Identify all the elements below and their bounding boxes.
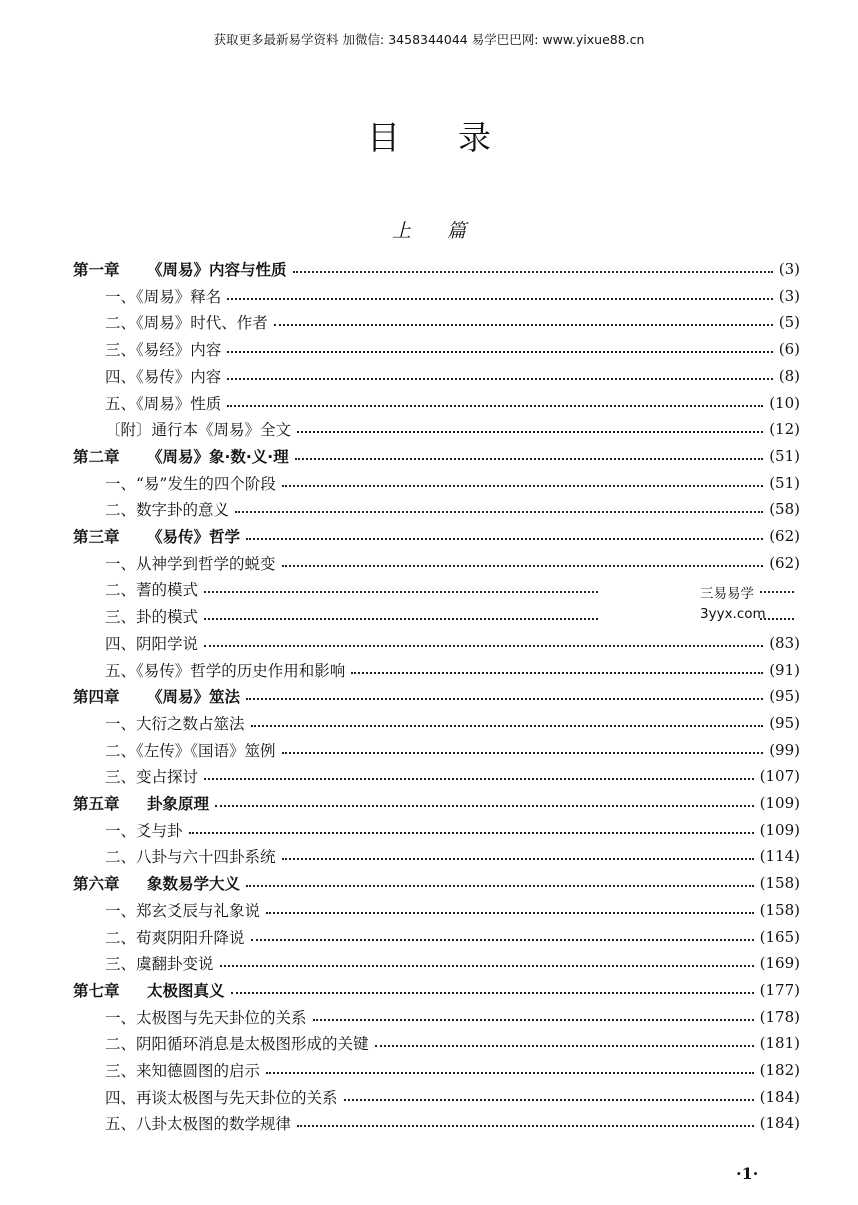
toc-entry-label bbox=[105, 311, 268, 333]
toc-section-row[interactable] bbox=[105, 844, 800, 868]
toc-entry-label bbox=[105, 1059, 260, 1081]
dot-leader bbox=[282, 752, 764, 754]
part-heading: 上篇 bbox=[391, 220, 502, 242]
toc-page-number: (51) bbox=[769, 446, 800, 465]
dot-leader bbox=[297, 431, 763, 433]
toc-entry-label bbox=[105, 819, 183, 841]
toc-page-number: (109) bbox=[759, 820, 800, 839]
toc-section-row[interactable] bbox=[105, 337, 800, 361]
dot-leader bbox=[375, 1045, 754, 1047]
toc-section-row[interactable] bbox=[105, 310, 800, 334]
dot-leader bbox=[246, 698, 763, 700]
toc-page-number: (62) bbox=[769, 527, 800, 545]
toc-page-number: (178) bbox=[759, 1007, 800, 1026]
toc-entry-title: 二、八卦与六十四卦系统 bbox=[105, 848, 276, 867]
toc-section-row[interactable] bbox=[105, 1111, 800, 1135]
toc-section-row[interactable] bbox=[105, 711, 800, 735]
toc-page-number: (158) bbox=[759, 900, 800, 919]
dot-leader bbox=[293, 271, 773, 273]
toc-section-row[interactable] bbox=[105, 471, 800, 495]
toc-section-row[interactable] bbox=[105, 1005, 800, 1029]
toc-section-row[interactable] bbox=[105, 764, 800, 788]
toc-page-number: (95) bbox=[769, 713, 800, 732]
dot-leader bbox=[274, 324, 773, 326]
toc-page-number: (6) bbox=[778, 340, 800, 359]
toc-page-number: (107) bbox=[759, 767, 800, 786]
toc-section-row[interactable] bbox=[105, 818, 800, 842]
chapter-number: 第一章 bbox=[73, 261, 120, 279]
toc-chapter-row[interactable] bbox=[73, 444, 800, 468]
toc-section-row[interactable] bbox=[105, 1085, 800, 1109]
toc-section-row[interactable] bbox=[105, 364, 800, 388]
toc-entry-label bbox=[105, 605, 198, 627]
toc-page-number: (158) bbox=[759, 874, 800, 893]
dot-leader bbox=[231, 992, 754, 994]
dot-leader bbox=[282, 858, 754, 860]
chapter-number: 第五章 bbox=[73, 795, 120, 813]
toc-entry-title: 五、《易传》哲学的历史作用和影响 bbox=[105, 661, 346, 680]
toc-entry-title: 四、阴阳学说 bbox=[105, 634, 199, 653]
toc-page-number: (165) bbox=[759, 927, 800, 946]
toc-entry-title: 一、爻与卦 bbox=[105, 821, 183, 840]
toc-chapter-row[interactable] bbox=[73, 257, 800, 281]
toc-entry-label bbox=[105, 392, 221, 414]
toc-entry-label bbox=[73, 979, 225, 1001]
dot-leader bbox=[227, 378, 772, 380]
toc-entry-label bbox=[73, 525, 240, 547]
toc-section-row[interactable] bbox=[105, 951, 800, 975]
toc-entry-title: 一、郑玄爻辰与礼象说 bbox=[105, 901, 261, 920]
chapter-number: 第四章 bbox=[73, 688, 120, 707]
toc-entry-title: 一、从神学到哲学的蜕变 bbox=[105, 554, 276, 573]
toc-entry-label bbox=[73, 872, 240, 894]
toc-entry-label bbox=[105, 1086, 338, 1108]
toc-entry-label bbox=[105, 552, 276, 574]
toc-section-row[interactable] bbox=[105, 738, 800, 762]
toc-page-number: (3) bbox=[778, 260, 800, 278]
toc-entry-label bbox=[105, 739, 276, 761]
toc-entry-title: 四、再谈太极图与先天卦位的关系 bbox=[105, 1088, 338, 1107]
toc-entry-title: 一、大衍之数占筮法 bbox=[105, 714, 245, 733]
toc-section-row[interactable] bbox=[105, 1031, 800, 1055]
toc-section-row[interactable] bbox=[105, 391, 800, 415]
toc-chapter-row[interactable] bbox=[73, 524, 800, 548]
toc-entry-title: 三、虞翻卦变说 bbox=[105, 955, 214, 974]
dot-leader bbox=[251, 725, 764, 727]
toc-chapter-row[interactable] bbox=[73, 684, 800, 708]
toc-entry-label bbox=[105, 899, 260, 921]
toc-section-row[interactable] bbox=[105, 284, 800, 308]
toc-page-number: (91) bbox=[769, 660, 800, 679]
toc-page-number: (109) bbox=[759, 794, 800, 812]
toc-chapter-row[interactable] bbox=[73, 978, 800, 1002]
toc-entry-title: 《易传》哲学 bbox=[147, 528, 241, 546]
dot-leader bbox=[282, 485, 763, 487]
dot-leader bbox=[344, 1099, 754, 1101]
toc-entry-label bbox=[105, 1032, 369, 1054]
watermark-text: 三易易学 bbox=[700, 586, 754, 602]
watermark-url: 3yyx.com bbox=[700, 606, 766, 622]
dot-leader bbox=[295, 458, 764, 460]
toc-entry-label bbox=[73, 792, 209, 814]
toc-entry-title: 二、阴阳循环消息是太极图形成的关键 bbox=[105, 1035, 369, 1054]
dot-leader bbox=[204, 645, 763, 647]
dot-leader bbox=[220, 965, 754, 967]
toc-page-number: (114) bbox=[759, 847, 800, 866]
page-title: 目录 bbox=[367, 118, 549, 157]
dot-leader bbox=[227, 351, 772, 353]
toc-entry-label bbox=[105, 472, 276, 494]
toc-section-row[interactable] bbox=[105, 497, 800, 521]
toc-entry-label bbox=[105, 338, 221, 360]
toc-page-number: (184) bbox=[759, 1114, 800, 1133]
toc-entry-label bbox=[105, 712, 245, 734]
toc-entry-label bbox=[73, 258, 287, 280]
chapter-number: 第七章 bbox=[73, 981, 120, 1000]
toc-entry-title: 象数易学大义 bbox=[147, 875, 241, 894]
toc-entry-label bbox=[105, 845, 276, 867]
toc-entry-title: 三、变占探讨 bbox=[105, 768, 199, 787]
toc-entry-title: 《周易》筮法 bbox=[147, 688, 241, 707]
toc-entry-title: 三、来知德圆图的启示 bbox=[105, 1062, 261, 1080]
toc-chapter-row[interactable] bbox=[73, 791, 800, 815]
toc-page-number: (83) bbox=[769, 633, 800, 652]
chapter-number: 第六章 bbox=[73, 875, 120, 894]
toc-entry-label bbox=[105, 659, 345, 681]
toc-entry-title: 卦象原理 bbox=[147, 795, 210, 813]
toc-page-number: (99) bbox=[769, 740, 800, 759]
dot-leader bbox=[246, 538, 763, 540]
toc-entry-title: 四、《易传》内容 bbox=[105, 367, 222, 386]
toc-entry-title: 二、荀爽阴阳升降说 bbox=[105, 928, 245, 947]
toc-page-number: (181) bbox=[759, 1034, 800, 1053]
dot-leader bbox=[204, 778, 754, 780]
toc-page-number: (62) bbox=[769, 553, 800, 572]
dot-leader bbox=[227, 405, 763, 407]
toc-entry-title: 一、《周易》释名 bbox=[105, 287, 222, 306]
toc-page-number: (169) bbox=[759, 954, 800, 973]
toc-page-number: (10) bbox=[769, 393, 800, 412]
toc-entry-label bbox=[105, 632, 198, 654]
toc-entry-title: 五、八卦太极图的数学规律 bbox=[105, 1115, 292, 1134]
chapter-number: 第三章 bbox=[73, 528, 120, 546]
toc-page-number: (184) bbox=[759, 1087, 800, 1106]
toc-entry-label bbox=[105, 1112, 291, 1134]
toc-entry-title: 太极图真义 bbox=[147, 981, 225, 1000]
page-header: 获取更多最新易学资料 加微信: 3458344044 易学巴巴网: www.yixue88.cn bbox=[213, 32, 645, 47]
toc-page-number: (12) bbox=[769, 420, 800, 439]
toc-entry-title: 二、数字卦的意义 bbox=[105, 501, 230, 520]
toc-entry-label bbox=[105, 952, 214, 974]
toc-page-number: (5) bbox=[778, 313, 800, 332]
page-number: ·1· bbox=[736, 1164, 759, 1183]
toc-section-row[interactable] bbox=[105, 551, 800, 575]
toc-entry-label bbox=[105, 765, 198, 787]
dot-leader bbox=[266, 1072, 754, 1074]
toc-section-row[interactable] bbox=[105, 1058, 800, 1082]
toc-page-number: (8) bbox=[778, 366, 800, 385]
toc-entry-title: 《周易》象·数·义·理 bbox=[147, 447, 289, 466]
dot-leader bbox=[251, 939, 754, 941]
toc-entry-title: 五、《周易》性质 bbox=[105, 394, 222, 413]
toc-entry-title: 二、《左传》《国语》筮例 bbox=[105, 741, 276, 760]
toc-entry-label bbox=[73, 685, 240, 707]
toc-entry-title: 《周易》内容与性质 bbox=[147, 261, 287, 279]
dot-leader bbox=[235, 511, 763, 513]
toc-page-number: (95) bbox=[769, 687, 800, 706]
toc-page-number: (182) bbox=[759, 1061, 800, 1079]
toc-entry-label bbox=[105, 498, 229, 520]
toc-entry-title: 三、卦的模式 bbox=[105, 608, 199, 627]
toc-page-number: (51) bbox=[769, 473, 800, 492]
toc-entry-title: 一、太极图与先天卦位的关系 bbox=[105, 1008, 307, 1027]
toc-entry-label bbox=[105, 365, 221, 387]
dot-leader bbox=[351, 672, 763, 674]
toc-entry-title: 二、《周易》时代、作者 bbox=[105, 314, 268, 333]
chapter-number: 第二章 bbox=[73, 447, 120, 466]
dot-leader bbox=[246, 885, 754, 887]
toc-section-row[interactable] bbox=[105, 898, 800, 922]
dot-leader bbox=[313, 1019, 754, 1021]
toc-entry-title: 〔附〕通行本《周易》全文 bbox=[105, 421, 292, 440]
toc-page-number: (177) bbox=[759, 980, 800, 999]
toc-section-row[interactable] bbox=[105, 925, 800, 949]
dot-leader bbox=[282, 565, 764, 567]
toc-section-row[interactable] bbox=[105, 417, 800, 441]
toc-section-row[interactable] bbox=[105, 658, 800, 682]
toc-entry-label bbox=[105, 926, 245, 948]
toc-entry-label bbox=[105, 285, 221, 307]
toc-chapter-row[interactable] bbox=[73, 871, 800, 895]
dot-leader bbox=[266, 912, 754, 914]
dot-leader bbox=[215, 805, 754, 807]
dot-leader bbox=[227, 298, 772, 300]
toc-entry-title: 三、《易经》内容 bbox=[105, 341, 222, 360]
dot-leader bbox=[297, 1125, 754, 1127]
toc-entry-label bbox=[105, 578, 198, 600]
toc-page-number: (58) bbox=[769, 500, 800, 519]
toc-entry-label bbox=[73, 445, 289, 467]
dot-leader bbox=[189, 832, 754, 834]
toc-entry-label bbox=[105, 418, 291, 440]
toc-entry-title: 一、“易”发生的四个阶段 bbox=[105, 474, 276, 493]
toc-entry-title: 二、蓍的模式 bbox=[105, 581, 199, 600]
toc-page-number: (3) bbox=[778, 286, 800, 305]
toc-entry-label bbox=[105, 1006, 307, 1028]
